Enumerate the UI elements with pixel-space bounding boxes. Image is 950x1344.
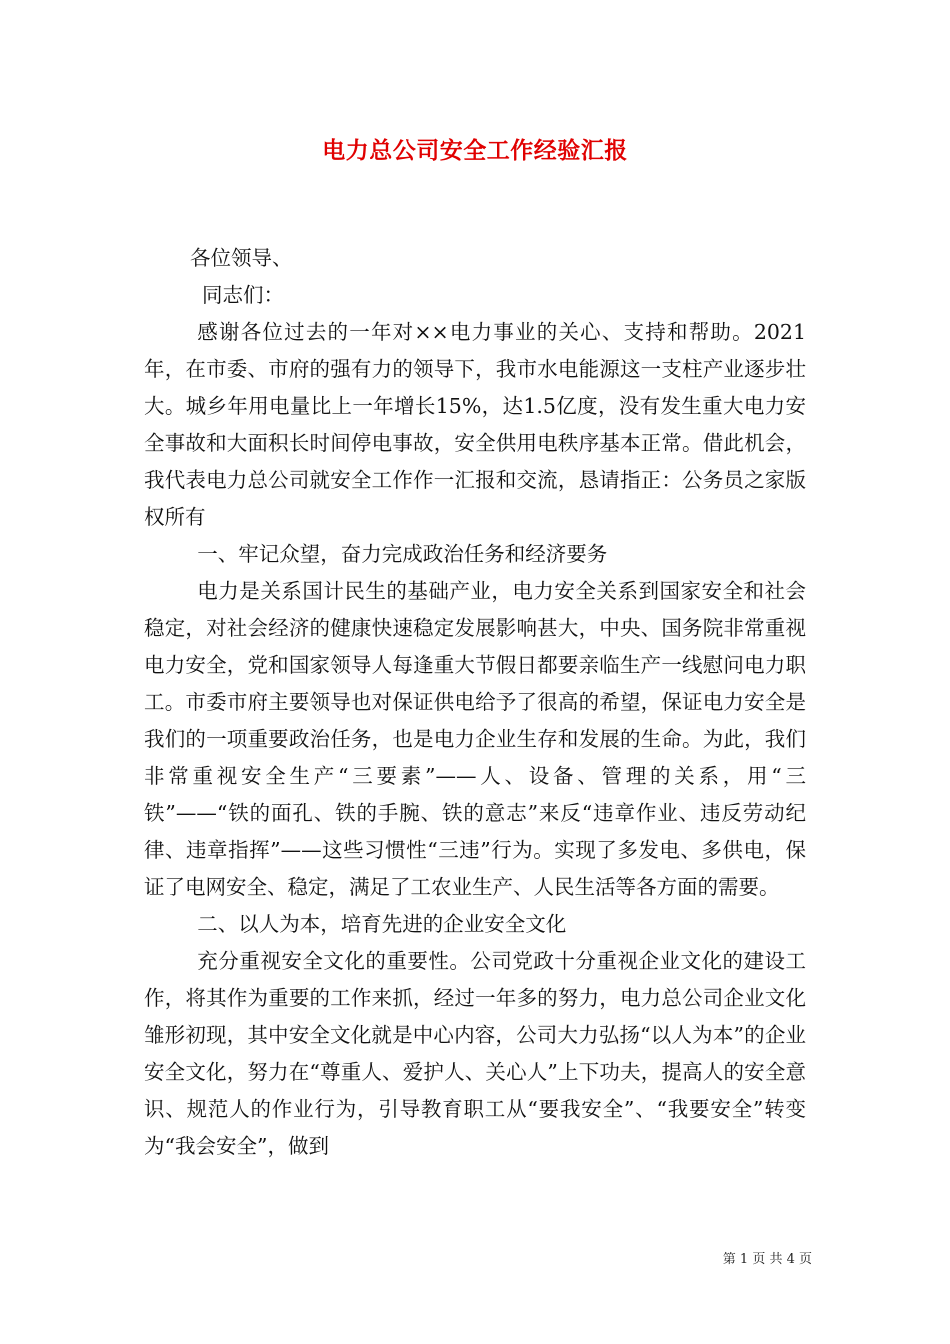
paragraph-section-2: 充分重视安全文化的重要性。公司党政十分重视企业文化的建设工作，将其作为重要的工作来抓，经过一年多的努力，电力总公司企业文化雏形初现，其中安全文化就是中心内容，公司大力弘扬“以人为本”的企业安全文化，努力在“尊重人、爱护人、关心人”上下功夫，提高人的安全意识、规范人的作业行为，引导教育职工从“要我安全”、“我要安全”转变为“我会安全”，做到 — [144, 949, 806, 1158]
paragraph-section-1: 电力是关系国计民生的基础产业，电力安全关系到国家安全和社会稳定，对社会经济的健康快速稳定发展影响甚大，中央、国务院非常重视电力安全，党和国家领导人每逢重大节假日都要亲临生产一线慰问电力职工。市委市府主要领导也对保证供电给予了很高的希望，保证电力安全是我们的一项重要政治任务，也是电力企业生存和发展的生命。为此，我们非常重视安全生产“三要素”——人、设备、管理的关系，用“三铁”——“铁的面孔、铁的手腕、铁的意志”来反“违章作业、违反劳动纪律、违章指挥”——这些习惯性“三违”行为。实现了多发电、多供电，保证了电网安全、稳定，满足了工农业生产、人民生活等各方面的需要。 — [144, 579, 806, 899]
salutation-leaders: 各位领导、 — [190, 246, 293, 270]
page-number-footer: 第 1 页 共 4 页 — [722, 1252, 812, 1267]
section-heading-2: 二、以人为本，培育先进的企业安全文化 — [197, 912, 567, 936]
salutation-comrades: 同志们： — [202, 283, 284, 307]
document-title: 电力总公司安全工作经验汇报 — [322, 137, 628, 164]
paragraph-intro: 感谢各位过去的一年对××电力事业的关心、支持和帮助。2021年，在市委、市府的强有力的领导下，我市水电能源这一支柱产业逐步壮大。城乡年用电量比上一年增长15%，达1.5亿度，没有发生重大电力安全事故和大面积长时间停电事故，安全供用电秩序基本正常。借此机会，我代表电力总公司就安全工作作一汇报和交流，恳请指正：公务员之家版权所有 — [144, 320, 806, 529]
section-heading-1: 一、牢记众望，奋力完成政治任务和经济要务 — [197, 542, 608, 566]
document-body — [144, 240, 806, 1165]
